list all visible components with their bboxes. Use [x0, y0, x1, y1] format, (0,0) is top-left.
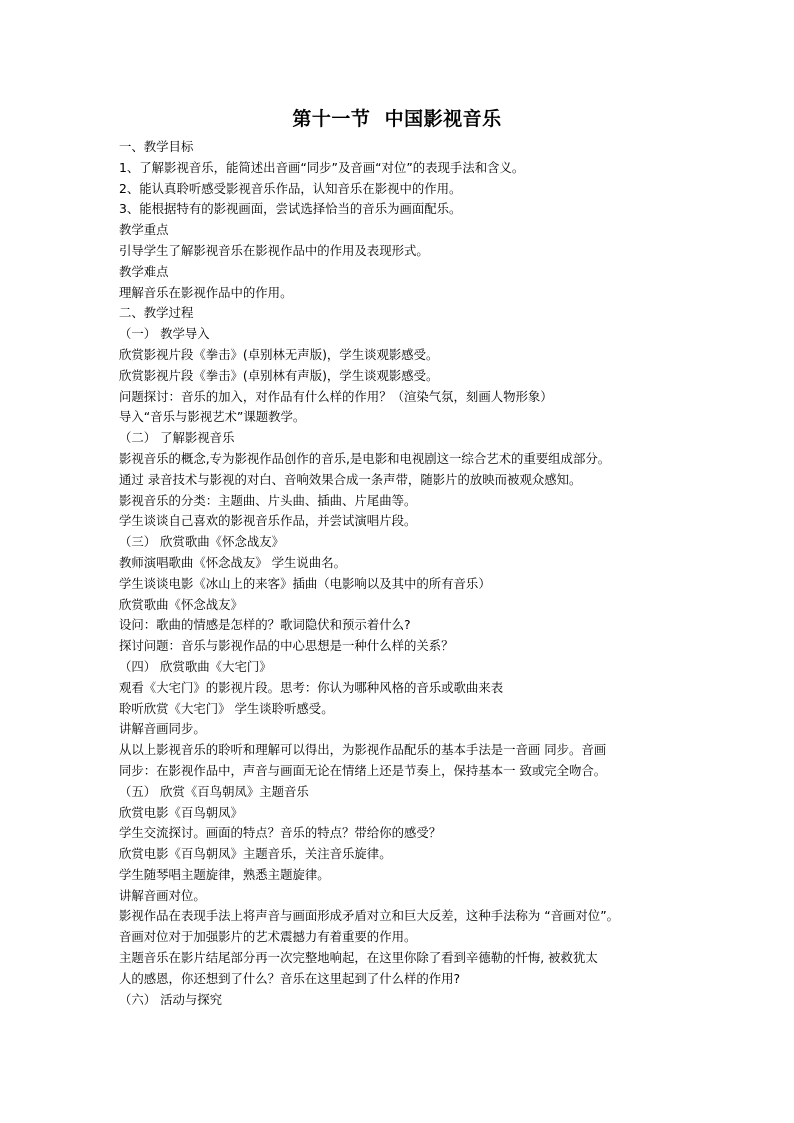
text-line: 教学重点 [119, 222, 169, 238]
text-line: 人的感恩，你还想到了什么？音乐在这里起到了什么样的作用? [119, 970, 461, 986]
page-title: 第十一节 中国影视音乐 [292, 108, 502, 130]
text-line: 理解音乐在影视作品中的作用。 [119, 284, 293, 300]
text-line: 学生谈谈自己喜欢的影视音乐作品，并尝试演唱片段。 [119, 513, 417, 529]
text-line: 欣赏电影《百鸟朝凤》主题音乐，关注音乐旋律。 [119, 846, 392, 862]
text-line: 设问：歌曲的情感是怎样的？歌词隐伏和预示着什么? [119, 617, 411, 633]
text-line: 主题音乐在影片结尾部分再一次完整地响起，在这里你除了看到辛德勒的忏悔, 被救犹太 [119, 950, 598, 966]
text-line: 影视作品在表现手法上将声音与画面形成矛盾对立和巨大反差，这种手法称为 “音画对位”。 [119, 908, 620, 924]
text-line: 1、了解影视音乐，能简述出音画“同步”及音画“对位”的表现手法和含义。 [119, 159, 525, 175]
text-line: （四） 欣赏歌曲《大宅门》 [119, 658, 272, 674]
text-line: 影视音乐的分类：主题曲、片头曲、插曲、片尾曲等。 [119, 492, 417, 508]
text-line: 讲解音画同步。 [119, 721, 206, 737]
document-body [119, 137, 689, 1010]
text-line: （一） 教学导入 [119, 326, 210, 342]
text-line: 欣赏电影《百鸟朝凤》 [119, 804, 243, 820]
text-line: 音画对位对于加强影片的艺术震撼力有着重要的作用。 [119, 929, 417, 945]
text-line: （三） 欣赏歌曲《怀念战友》 [119, 534, 285, 550]
text-line: 导入“音乐与影视艺术”课题教学。 [119, 409, 306, 425]
text-line: 通过 录音技术与影视的对白、音响效果合成一条声带，随影片的放映而被观众感知。 [119, 471, 582, 487]
text-line: 学生交流探讨。画面的特点？音乐的特点？带给你的感受？ [119, 825, 442, 841]
text-line: 二、教学过程 [119, 305, 194, 321]
text-line: 问题探讨：音乐的加入，对作品有什么样的作用？（渲染气氛，刻画人物形象） [119, 388, 553, 404]
text-line: 欣赏歌曲《怀念战友》 [119, 596, 243, 612]
text-line: 教师演唱歌曲《怀念战友》 学生说曲名。 [119, 554, 346, 570]
text-line: 观看《大宅门》的影视片段。思考：你认为哪种风格的音乐或歌曲来表 [119, 679, 504, 695]
text-line: （五） 欣赏《百鸟朝凤》主题音乐 [119, 783, 309, 799]
text-line: 同步：在影视作品中，声音与画面无论在情绪上还是节奏上，保持基本一 致或完全吻合。 [119, 762, 607, 778]
text-line: 从以上影视音乐的聆听和理解可以得出，为影视作品配乐的基本手法是一音画 同步。音画 [119, 742, 607, 758]
text-line: 一、教学目标 [119, 139, 194, 154]
text-line: 影视音乐的概念,专为影视作品创作的音乐,是电影和电视剧这一综合艺术的重要组成部分。 [119, 450, 611, 466]
text-line: 学生谈谈电影《冰山上的来客》插曲（电影响以及其中的所有音乐） [119, 575, 491, 591]
text-line: 学生随琴唱主题旋律，熟悉主题旋律。 [119, 866, 330, 882]
text-line: 欣赏影视片段《拳击》(卓别林有声版)，学生谈观影感受。 [119, 367, 439, 383]
text-line: 教学难点 [119, 263, 169, 279]
text-line: 欣赏影视片段《拳击》(卓别林无声版)，学生谈观影感受。 [119, 346, 439, 362]
text-line: 探讨问题：音乐与影视作品的中心思想是一种什么样的关系？ [119, 638, 454, 654]
text-line: 2、能认真聆听感受影视音乐作品，认知音乐在影视中的作用。 [119, 180, 462, 196]
text-line: 3、能根据特有的影视画面，尝试选择恰当的音乐为画面配乐。 [119, 201, 462, 217]
text-line: 讲解音画对位。 [119, 887, 206, 903]
text-line: （六） 活动与探究 [119, 991, 223, 1007]
text-line: 聆听欣赏《大宅门》 学生谈聆听感受。 [119, 700, 334, 716]
text-line: （二） 了解影视音乐 [119, 430, 235, 446]
text-line: 引导学生了解影视音乐在影视作品中的作用及表现形式。 [119, 242, 429, 258]
